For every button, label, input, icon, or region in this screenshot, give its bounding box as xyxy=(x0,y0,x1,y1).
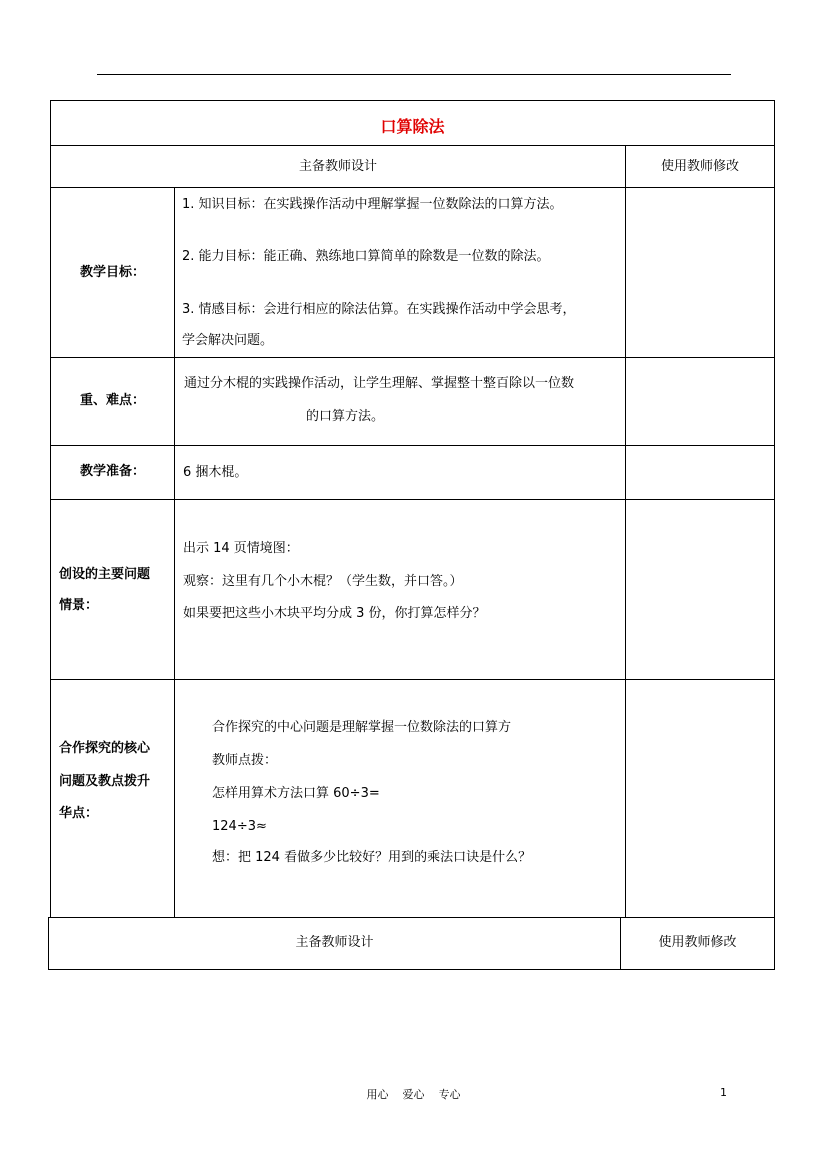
scenario-label-line-2: 情景： xyxy=(59,598,99,613)
scenario-line-3: 如果要把这些小木块平均分成 3 份，你打算怎样分？ xyxy=(183,606,486,621)
explore-line-5: 想：把 124 看做多少比较好？用到的乘法口诀是什么？ xyxy=(212,850,532,865)
prep-label: 教学准备： xyxy=(79,464,145,479)
goal-line-2: 2. 能力目标：能正确、熟练地口算简单的除数是一位数的除法。 xyxy=(182,249,550,264)
explore-line-1: 合作探究的中心问题是理解掌握一位数除法的口算方 xyxy=(212,720,512,735)
bottom-column-header-main: 主备教师设计 xyxy=(295,935,374,950)
goal-line-4: 学会解决问题。 xyxy=(182,333,274,348)
explore-line-3: 怎样用算术方法口算 60÷3= xyxy=(212,786,380,801)
footer-motto: 用心 爱心 专心 xyxy=(366,1088,461,1101)
column-header-edit: 使用教师修改 xyxy=(660,159,739,174)
explore-line-4: 124÷3≈ xyxy=(212,819,267,834)
goals-label: 教学目标： xyxy=(79,265,145,280)
scenario-line-1: 出示 14 页情境图： xyxy=(183,541,299,556)
explore-label-line-2: 问题及教点拨升 xyxy=(59,774,151,789)
explore-label-line-1: 合作探究的核心 xyxy=(59,741,151,756)
goal-line-3: 3. 情感目标：会进行相应的除法估算。在实践操作活动中学会思考， xyxy=(182,302,576,317)
header-rule xyxy=(97,74,731,75)
bottom-column-header-edit: 使用教师修改 xyxy=(658,935,737,950)
explore-label-line-3: 华点： xyxy=(59,806,99,821)
key-line-1: 通过分木棍的实践操作活动，让学生理解、掌握整十整百除以一位数 xyxy=(184,376,575,391)
page-number: 1 xyxy=(720,1086,727,1099)
explore-line-2: 教师点拨： xyxy=(212,753,278,768)
document-title: 口算除法 xyxy=(380,117,445,136)
prep-line-1: 6 捆木棍。 xyxy=(183,465,248,480)
key-points-label: 重、难点： xyxy=(79,393,145,408)
column-header-main: 主备教师设计 xyxy=(298,159,377,174)
scenario-line-2: 观察：这里有几个小木棍？（学生数，并口答。） xyxy=(183,574,463,589)
scenario-label-line-1: 创设的主要问题 xyxy=(59,567,151,582)
key-line-2: 的口算方法。 xyxy=(306,409,385,424)
goal-line-1: 1. 知识目标：在实践操作活动中理解掌握一位数除法的口算方法。 xyxy=(182,197,563,212)
